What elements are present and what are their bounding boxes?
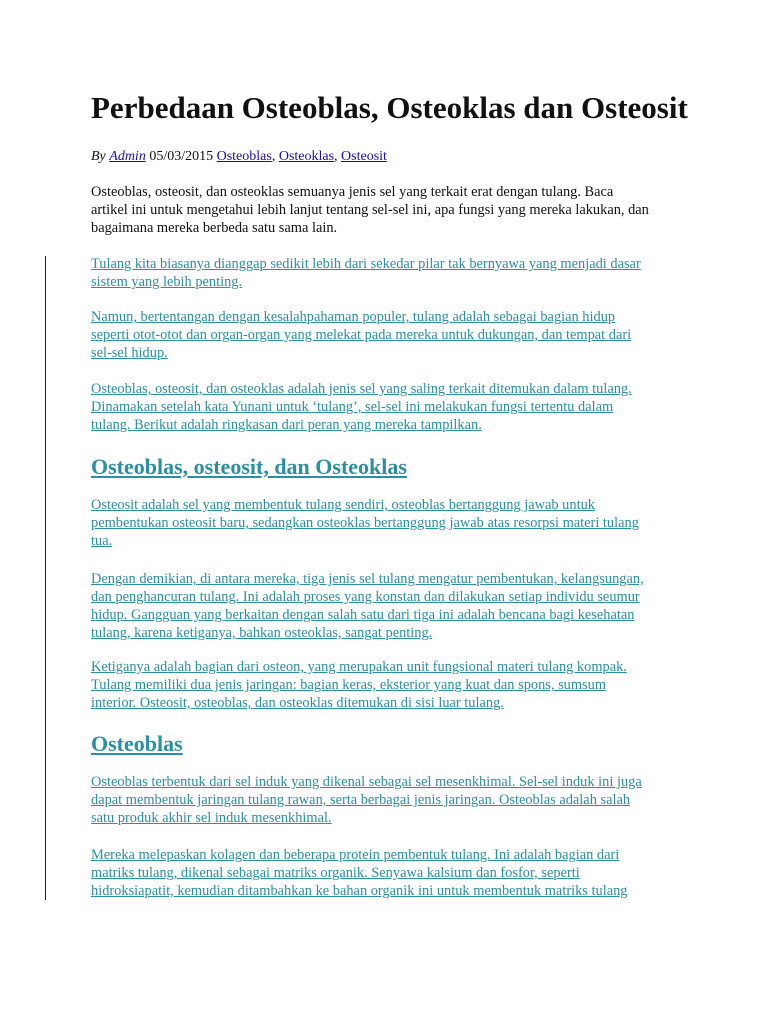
text-line[interactable]: sel-sel hidup. — [91, 345, 168, 361]
text-line[interactable]: Osteosit adalah sel yang membentuk tulang sendiri, osteoblas bertanggung jawab untuk — [91, 497, 595, 513]
text-line: Osteoblas, osteosit, dan osteoklas semuanya jenis sel yang terkait erat dengan tulang. Baca — [91, 184, 614, 200]
tag-link-osteosit[interactable]: Osteosit — [341, 149, 387, 164]
linked-paragraph-1[interactable] — [91, 255, 681, 291]
linked-paragraph-2[interactable] — [91, 308, 681, 362]
text-line[interactable]: Osteoblas terbentuk dari sel induk yang dikenal sebagai sel mesenkhimal. Sel-sel induk ini juga — [91, 774, 642, 790]
author-link[interactable]: Admin — [109, 149, 146, 164]
tag-link-osteoblas[interactable]: Osteoblas — [216, 149, 272, 164]
text-line[interactable]: Tulang kita biasanya dianggap sedikit lebih dari sekedar pilar tak bernyawa yang menjadi dasar — [91, 256, 641, 272]
text-line[interactable]: satu produk akhir sel induk mesenkhimal. — [91, 810, 332, 826]
text-line[interactable]: tua. — [91, 533, 113, 549]
intro-paragraph — [91, 183, 681, 237]
text-line[interactable]: Dengan demikian, di antara mereka, tiga jenis sel tulang mengatur pembentukan, kelangsungan, — [91, 571, 644, 587]
post-date: 05/03/2015 — [149, 149, 214, 164]
text-line[interactable]: matriks tulang, dikenal sebagai matriks organik. Senyawa kalsium dan fosfor, seperti — [91, 865, 580, 881]
byline-label: By — [91, 149, 106, 164]
margin-rule — [45, 256, 46, 900]
text-line[interactable]: hidroksiapatit, kemudian ditambahkan ke bahan organik ini untuk membentuk matriks tulang — [91, 883, 628, 899]
tag-separator: , — [334, 149, 342, 164]
text-line[interactable]: dan penghancuran tulang. Ini adalah proses yang konstan dan dilakukan setiap individu seumur — [91, 589, 640, 605]
text-line[interactable]: Mereka melepaskan kolagen dan beberapa protein pembentuk tulang. Ini adalah bagian dari — [91, 847, 620, 863]
text-line[interactable]: hidup. Gangguan yang berkaitan dengan salah satu dari tiga ini adalah bencana bagi kesehatan — [91, 607, 635, 623]
tag-list — [217, 149, 387, 164]
text-line[interactable]: seperti otot-otot dan organ-organ yang melekat pada mereka untuk dukungan, dan tempat dari — [91, 327, 632, 343]
tag-separator: , — [271, 149, 279, 164]
article-meta — [91, 148, 387, 166]
page-title: Perbedaan Osteoblas, Osteoklas dan Osteosit — [91, 90, 688, 125]
section2-paragraph-2[interactable] — [91, 846, 681, 900]
text-line: artikel ini untuk mengetahui lebih lanjut tentang sel-sel ini, apa fungsi yang mereka lakukan, dan — [91, 202, 649, 218]
text-line[interactable]: pembentukan osteosit baru, sedangkan osteoklas bertanggung jawab atas resorpsi materi tulang — [91, 515, 639, 531]
section1-paragraph-2[interactable] — [91, 570, 681, 642]
section2-paragraph-1[interactable] — [91, 773, 681, 827]
text-line[interactable]: interior. Osteosit, osteoblas, dan osteoklas ditemukan di sisi luar tulang. — [91, 695, 504, 711]
text-line[interactable]: tulang, karena ketiganya, bahkan osteoklas, sangat penting. — [91, 625, 433, 641]
section1-paragraph-1[interactable] — [91, 496, 681, 550]
text-line[interactable]: dapat membentuk jaringan tulang rawan, serta berbagai jenis jaringan. Osteoblas adalah salah — [91, 792, 631, 808]
text-line[interactable]: Osteoblas, osteosit, dan osteoklas adalah jenis sel yang saling terkait ditemukan dalam tulang. — [91, 381, 632, 397]
section1-paragraph-3[interactable] — [91, 658, 681, 712]
text-line[interactable]: Ketiganya adalah bagian dari osteon, yang merupakan unit fungsional materi tulang kompak. — [91, 659, 627, 675]
section-heading-osteoblas[interactable]: Osteoblas — [91, 731, 183, 756]
text-line[interactable]: sistem yang lebih penting. — [91, 274, 243, 290]
text-line[interactable]: Namun, bertentangan dengan kesalahpahaman populer, tulang adalah sebagai bagian hidup — [91, 309, 616, 325]
linked-paragraph-3[interactable] — [91, 380, 681, 434]
text-line[interactable]: Tulang memiliki dua jenis jaringan: bagian keras, eksterior yang kuat dan spons, sumsum — [91, 677, 607, 693]
text-line[interactable]: Dinamakan setelah kata Yunani untuk ‘tulang’, sel-sel ini melakukan fungsi tertentu dalam — [91, 399, 614, 415]
section-heading-osteoblas-osteosit-osteoklas[interactable]: Osteoblas, osteosit, dan Osteoklas — [91, 454, 407, 479]
tag-link-osteoklas[interactable]: Osteoklas — [278, 149, 335, 164]
text-line[interactable]: tulang. Berikut adalah ringkasan dari peran yang mereka tampilkan. — [91, 417, 482, 433]
text-line: bagaimana mereka berbeda satu sama lain. — [91, 220, 338, 236]
